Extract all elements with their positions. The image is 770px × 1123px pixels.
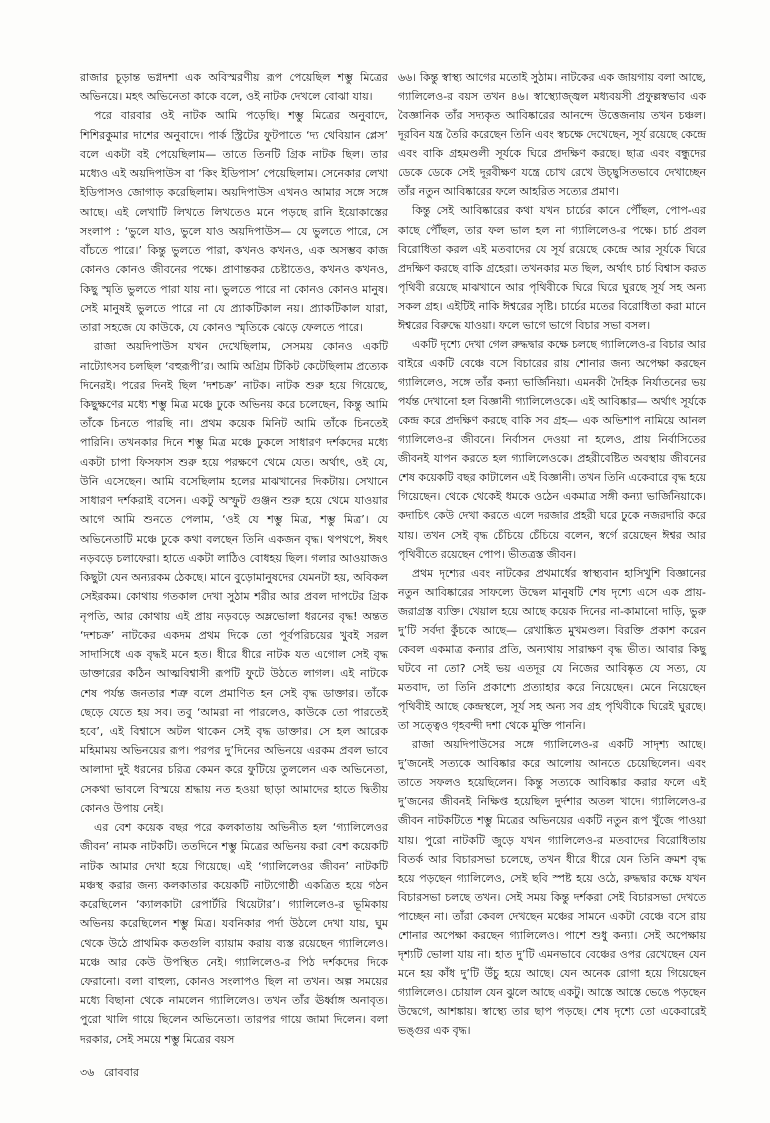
paragraph: এর বেশ কয়েক বছর পরে কলকাতায় অভিনীত হল ‘গ্যালিলেওর জীবন’ নামক নাটকটি। ততদিনে শম্ভু মিত্রের অভিনয় করা বেশ কয়েকটি নাটক আমার দেখা হয়ে গিয়েছে। এই ‘গ্যালিলেওর জীবন’ নাটকটি মঞ্চস্থ করার জন্য কলকাতার কয়েকটি নাট্যগোষ্ঠী একত্রিত হয়ে গঠন করেছিলেন ‘ক্যালকাটা রেপার্টরি থিয়েটার’। গ্যালিলেও-র ভূমিকায় অভিনয় করেছিলেন শম্ভু মিত্র। যবনিকার পর্দা উঠলে দেখা যায়, ঘুম থেকে উঠে প্রাথমিক কতগুলি ব্যায়াম করায় ব্যস্ত রয়েছেন গ্যালিলেও। মঞ্চে আর কেউ উপস্থিত নেই। গ্যালিলেও-র পিঠ দর্শকদের দিকে ফেরানো। বলা বাহুল্য, কোনও সংলাপও ছিল না তখন। অল্প সময়ের মধ্যে বিছানা থেকে নামলেন গ্যালিলেও। তখন তাঁর ঊর্ধ্বাঙ্গ অনাবৃত। পুরো খালি গায়ে ছিলেন অভিনেতা। তারপর গায়ে জামা দিলেন। বলা দরকার, সেই সময়ে শম্ভু মিত্রের বয়স — [80, 821, 388, 1046]
paragraph: পরে বারবার ওই নাটক আমি পড়েছি। শম্ভু মিত্রের অনুবাদে, শিশিরকুমার দাশের অনুবাদে। পার্ক স্ট্রিটের ফুটপাতে ‘দ্য থেবিয়ান প্লেস’ বলে একটা বই পেয়েছিলাম— তাতে তিনটি গ্রিক নাটক ছিল। তার মধ্যেও এই অয়দিপাউস বা ‘কিং ইডিপাস’ পেয়েছিলাম। সেনেকার লেখা ইডিপাসও জোগাড় করেছিলাম। অয়দিপাউস এখনও আমার সঙ্গে সঙ্গে আছে। এই লেখাটি লিখতে লিখতেও মনে পড়ছে রানি ইয়োকাস্তের সংলাপ : ‘ভুলে যাও, ভুলে যাও অয়দিপাউস— যে ভুলতে পারে, সে বাঁচতে পারে।’ কিন্তু ভুলতে পারা, কখনও কখনও, এক অসম্ভব কাজ কোনও কোনও জীবনের পক্ষে। প্রাণান্তকর চেষ্টাতেও, কখনও কখনও, কিছু স্মৃতি ভুলতে পারা যায় না। ভুলতে পারে না কোনও কোনও মানুষ। সেই মানুষই ভুলতে পারে না যে প্র্যাকটিকাল নয়। প্র্যাকটিকাল যারা, তারা সহজে যে কাউকে, যে কোনও স্মৃতিকে ঝেড়ে ফেলতে পারে। — [80, 109, 388, 335]
page-number: ৩৬ — [80, 1066, 95, 1079]
paragraph: প্রথম দৃশ্যের এবং নাটকের প্রথমার্ধের স্বাস্থ্যবান হাসিখুশি বিজ্ঞানের নতুন আবিষ্কারের সাফল্যে উদ্বেল মানুষটি শেষ দৃশ্যে এসে এক প্রায়-জরাগ্রস্ত ব্যক্তি। খেয়াল হয়ে আছে কয়েক দিনের না-কামানো দাড়ি, ভুরু দু’টি সর্বদা কুঁচকে আছে— রেখাঙ্কিত মুখমণ্ডল। বিরক্তি প্রকাশ করেন কেবল একমাত্র কন্যার প্রতি, অন্যথায় সারাক্ষণ বৃদ্ধ ভীত। আবার কিছু ঘটবে না তো? সেই ভয় এতদূর যে নিজের আবিষ্কৃত যে সত্য, যে মতবাদ, তা তিনি প্রকাশ্যে প্রত্যাহার করে নিয়েছেন। মেনে নিয়েছেন পৃথিবীই আছে কেন্দ্রস্থলে, সূর্য সহ অন্য সব গ্রহ পৃথিবীকে ঘিরেই ঘুরছে। তা সত্ত্বেও গৃহবন্দী দশা থেকে মুক্তি পাননি। — [398, 566, 706, 733]
right-column — [398, 68, 706, 1040]
paragraph: একটি দৃশ্যে দেখা গেল রুদ্ধদ্বার কক্ষে চলছে গ্যালিলেও-র বিচার আর বাইরে একটি বেঞ্চে বসে বিচারের রায় শোনার জন্য অপেক্ষা করছেন গ্যালিলেও, সঙ্গে তাঁর কন্যা ভার্জিনিয়া। এমনকী দৈহিক নির্যাতনের ভয় পর্যন্ত দেখানো হল বিজ্ঞানী গ্যালিলেওকে। এই আবিষ্কার— অর্থাৎ সূর্যকে কেন্দ্র করে প্রদক্ষিণ করছে বাকি সব গ্রহ— এক অভিশাপ নামিয়ে আনল গ্যালিলেও-র জীবনে। নির্বাসন দেওয়া না হলেও, প্রায় নির্বাসিতের জীবনই যাপন করতে হল গ্যালিলেওকে। প্রহরীবেষ্টিত অবস্থায় জীবনের শেষ কয়েকটি বছর কাটালেন এই বিজ্ঞানী। তখন তিনি একেবারে বৃদ্ধ হয়ে গিয়েছেন। থেকে থেকেই ধমকে ওঠেন একমাত্র সঙ্গী কন্যা ভার্জিনিয়াকে। কদাচিৎ কেউ দেখা করতে এলে দরজার প্রহরী ঘরে ঢুকে নজরদারি করে যায়। তখন সেই বৃদ্ধ চেঁচিয়ে চেঁচিয়ে বলেন, স্বর্গে রয়েছেন ঈশ্বর আর পৃথিবীতে রয়েছেন পোপ। ভীতত্রস্ত জীবন। — [398, 337, 706, 561]
section-name: রোববার — [103, 1066, 140, 1079]
page-footer — [80, 1066, 139, 1080]
paragraph: রাজা অয়দিপাউস যখন দেখেছিলাম, সেসময় কোনও একটি নাট্যোৎসব চলছিল ‘বহুরূপী’র। আমি অগ্রিম টিকিট কেটেছিলাম প্রত্যেক দিনেরই। পরের দিনই ছিল ‘দশচক্র’ নাটক। নাটক শুরু হয়ে গিয়েছে, কিছুক্ষণের মধ্যে শম্ভু মিত্র মঞ্চে ঢুকে অভিনয় করে চলেছেন, কিন্তু আমি তাঁকে চিনতে পারছি না। প্রথম কয়েক মিনিট আমি তাঁকে চিনতেই পারিনি। তখনকার দিনে শম্ভু মিত্র মঞ্চে ঢুকলে সাধারণ দর্শকদের মধ্যে একটা চাপা ফিসফাস শুরু হয়ে পরক্ষণে থেমে যেত। অর্থাৎ, ওই যে, উনি এসেছেন। আমি বসেছিলাম হলের মাঝখানের দিকটায়। সেখানে সাধারণ দর্শকরাই বসেন। একটু অস্ফুট গুঞ্জন শুরু হয়ে থেমে যাওয়ার আগে আমি শুনতে পেলাম, ‘ওই যে শম্ভু মিত্র, শম্ভু মিত্র’। যে অভিনেতাটি মঞ্চে ঢুকে কথা বলছেন তিনি একজন বৃদ্ধ। থপথপে, ঈষৎ নড়বড়ে চলাফেরা। হাতে একটা লাঠিও বোধহয় ছিল। গলার আওয়াজও কিছুটা যেন অন্যরকম ঠেকছে। মানে বুড়োমানুষদের যেমনটা হয়, অবিকল সেইরকম। কোথায় গতকাল দেখা সুঠাম শরীর আর প্রবল দাপটের গ্রিক নৃপতি, আর কোথায় এই প্রায় নড়বড়ে অম্লভোলা ধরনের বৃদ্ধ! অন্তত ‘দশচক্র’ নাটকের একদম প্রথম দিকে তো পূর্বপরিচয়ের খুবই সরল সাদাসিধে এক বৃদ্ধই মনে হত। ধীরে ধীরে নাটক যত এগোল সেই বৃদ্ধ ডাক্তারের কঠিন আত্মবিশ্বাসী রূপটি ফুটে উঠতে লাগল। এই নাটকে শেষ পর্যন্ত জনতার শত্রু বলে প্রমাণিত হন সেই বৃদ্ধ ডাক্তার। তাঁকে ছেড়ে যেতে হয় সব। তবু ‘আমরা না পারলেও, কাউকে তো পারতেই হবে’, এই বিশ্বাসে অটল থাকেন সেই বৃদ্ধ ডাক্তার। সে হল আরেক মহিমাময় অভিনয়ের রূপ। পরপর দু’দিনের অভিনয়ে এরকম প্রবল ভাবে আলাদা দুই ধরনের চরিত্র কেমন করে ফুটিয়ে তুললেন এক অভিনেতা, সেকথা ভাবলে বিস্ময়ে শ্রদ্ধায় নত হওয়া ছাড়া আমাদের হাতে দ্বিতীয় কোনও উপায় নেই। — [80, 340, 388, 815]
paragraph: রাজা অয়দিপাউসের সঙ্গে গ্যালিলেও-র একটি সাদৃশ্য আছে। দু’জনেই সত্যকে আবিষ্কার করে আলোয় আনতে চেয়েছিলেন। এবং তাতে সফলও হয়েছিলেন। কিন্তু সত্যকে আবিষ্কার করার ফলে এই দু’জনের জীবনই নিক্ষিপ্ত হয়েছিল দুর্দশার অতল খাদে। গ্যালিলেও-র জীবন নাটকটিতে শম্ভু মিত্রের অভিনয়ের একটি নতুন রূপ খুঁজে পাওয়া যায়। পুরো নাটকটি জুড়ে যখন গ্যালিলেও-র মতবাদের বিরোধিতায় বিতর্ক আর বিচারসভা চলেছে, তখন ধীরে ধীরে যেন তিনি ক্রমশ বৃদ্ধ হয়ে পড়ছেন গ্যালিলেও, সেই ছবি স্পষ্ট হয়ে ওঠে, রুদ্ধদ্বার কক্ষে যখন বিচারসভা চলছে তখন। সেই সময় কিন্তু দর্শকরা সেই বিচারসভা দেখতে পাচ্ছেন না। তাঁরা কেবল দেখছেন মঞ্চের সামনে একটা বেঞ্চে বসে রায় শোনার অপেক্ষা করছেন গ্যালিলেও। পাশে শুধু কন্যা। সেই অপেক্ষায় দৃশ্যটি ভোলা যায় না। হাত দু’টি এমনভাবে বেঞ্চের ওপর রেখেছেন যেন মনে হয় কাঁধ দু’টি উঁচু হয়ে আছে। যেন অনেক রোগা হয়ে গিয়েছেন গ্যালিলেও। চোয়াল যেন ঝুলে আছে একটু। আস্তে আস্তে ভেঙে পড়ছেন উদ্বেগে, আশঙ্কায়। স্বাস্থ্যে তার ছাপ পড়ছে। শেষ দৃশ্যে তো একেবারেই ভঙ্গুর এক বৃদ্ধ। — [398, 738, 706, 1038]
paragraph: কিন্তু সেই আবিষ্কারের কথা যখন চার্চের কানে পৌঁছল, পোপ-এর কাছে পৌঁছল, তার ফল ভাল হল না গ্যালিলেও-র পক্ষে। চার্চ প্রবল বিরোধিতা করল এই মতবাদের যে সূর্য রয়েছে কেন্দ্রে আর সূর্যকে ঘিরে প্রদক্ষিণ করছে বাকি গ্রহেরা। তখনকার মত ছিল, অর্থাৎ চার্চ বিশ্বাস করত পৃথিবী রয়েছে মাঝখানে আর পৃথিবীকে ঘিরে ঘিরে ঘুরছে সূর্য সহ অন্য সকল গ্রহ। এইটিই নাকি ঈশ্বরের সৃষ্টি। চার্চের মতের বিরোধিতা করা মানে ঈশ্বরের বিরুদ্ধে যাওয়া। ফলে ভাগে ভাগে বিচার সভা বসল। — [398, 204, 706, 332]
continued-paragraph: রাজার চূড়ান্ত ভগ্নদশা এক অবিস্মরণীয় রূপ পেয়েছিল শম্ভু মিত্রের অভিনয়ে। মহৎ অভিনেতা কাকে বলে, ওই নাটক দেখলে বোঝা যায়। — [80, 71, 388, 104]
continued-paragraph: ৬৬। কিন্তু স্বাস্থ্য আগের মতোই সুঠাম। নাটকের এক জায়গায় বলা আছে, গ্যালিলেও-র বয়স তখন ৪৬। স্বাস্থ্যোজ্জ্বল মধ্যবয়সী প্রফুল্লস্বভাব এক বৈজ্ঞানিক তাঁর সদ্যকৃত আবিষ্কারের আনন্দে উত্তেজনায় তখন চঞ্চল। দূরবিন যন্ত্র তৈরি করেছেন তিনি এবং স্বচক্ষে দেখেছেন, সূর্য রয়েছে কেন্দ্রে এবং বাকি গ্রহমণ্ডলী সূর্যকে ঘিরে প্রদক্ষিণ করছে। ছাত্র এবং বন্ধুদের ডেকে ডেকে সেই দূরবীক্ষণ যন্ত্রে চোখ রেখে উচ্ছ্বসিতভাবে দেখাচ্ছেন তাঁর নতুন আবিষ্কারের ফলে আহরিত সত্যের প্রমাণ। — [398, 71, 706, 199]
left-column — [80, 68, 388, 1049]
